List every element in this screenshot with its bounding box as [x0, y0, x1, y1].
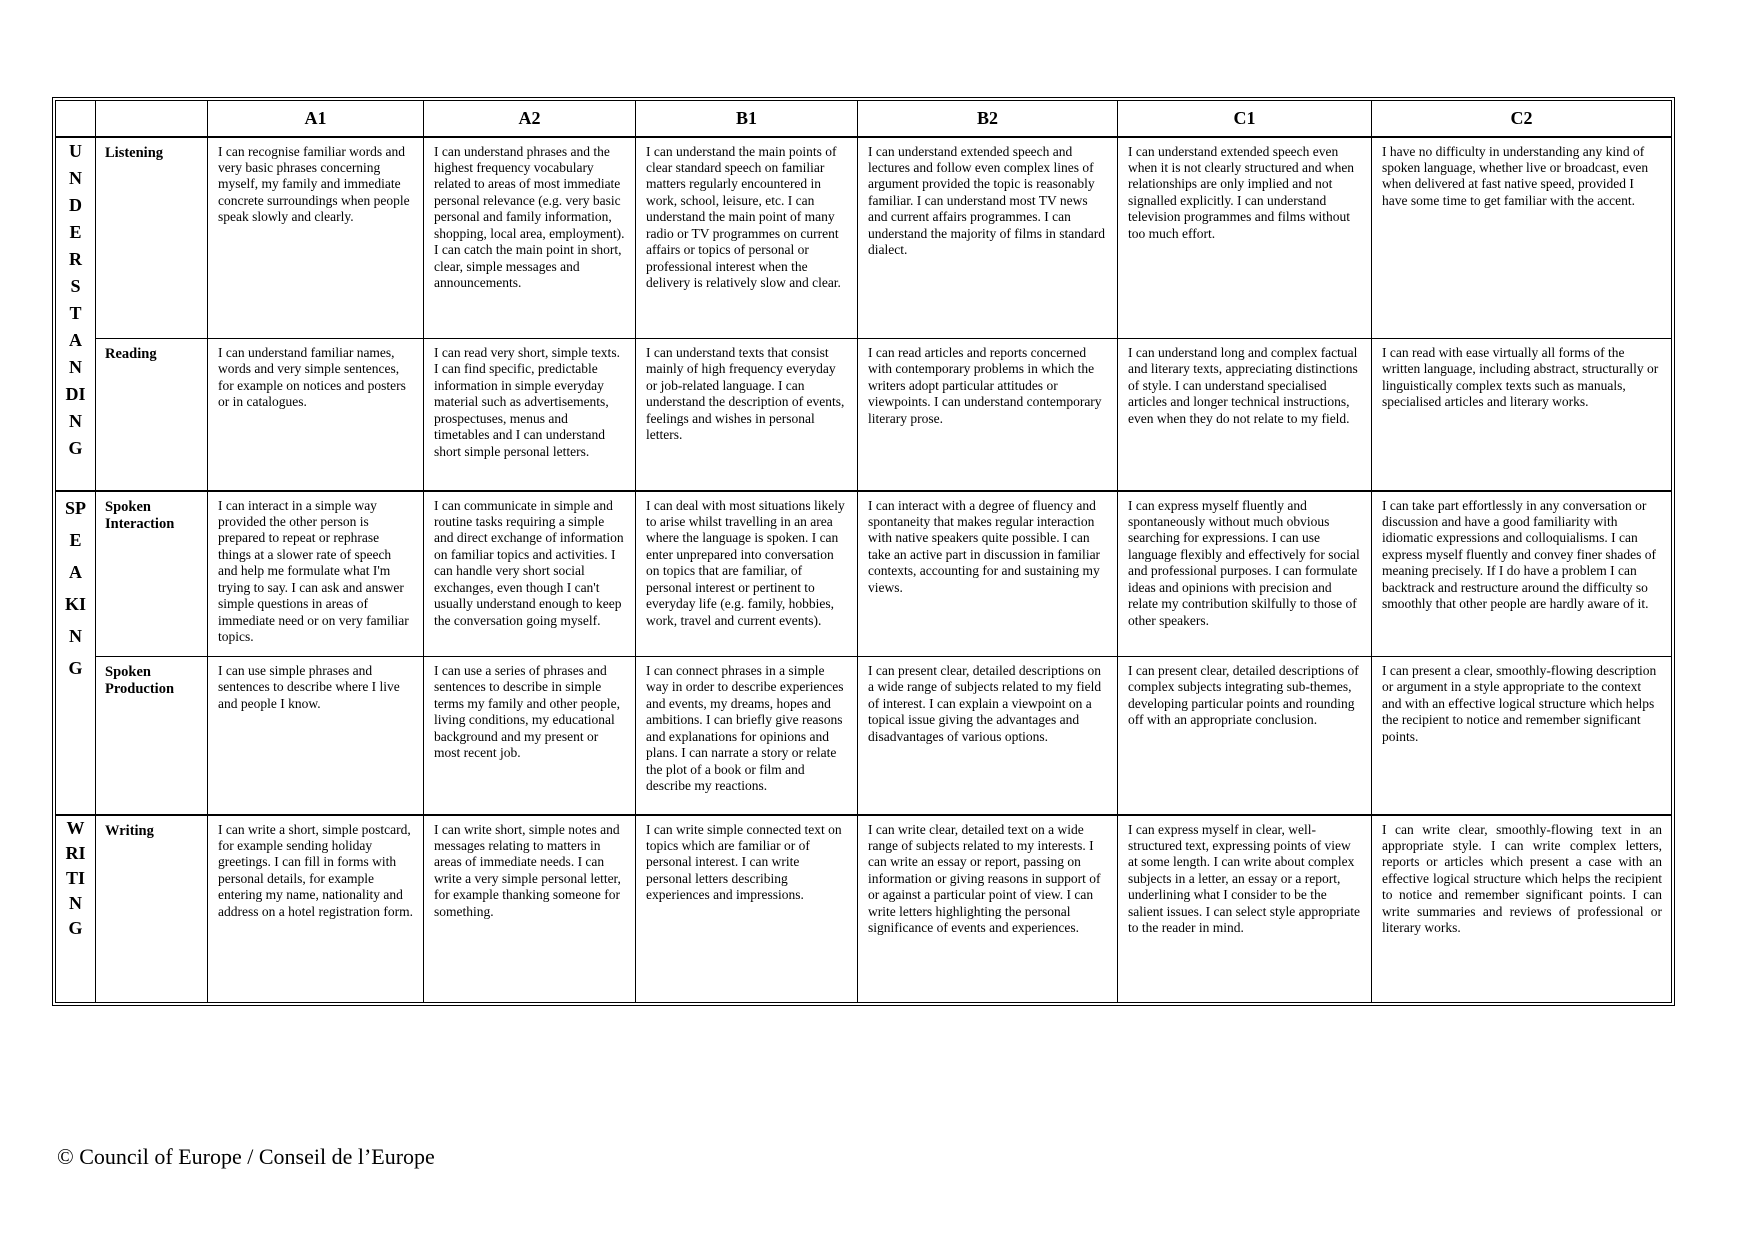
cell-spoken-production-a1: I can use simple phrases and sentences to describe where I live and people I know. — [208, 657, 424, 815]
cell-reading-a1: I can understand familiar names, words and very simple sentences, for example on notices and posters or in catalogues. — [208, 339, 424, 491]
cell-writing-b1: I can write simple connected text on topics which are familiar or of personal interest. I can write personal letters describing experiences and impressions. — [636, 815, 858, 1003]
cell-spoken-interaction-a1: I can interact in a simple way provided the other person is prepared to repeat or rephrase things at a slower rate of speech and help me formulate what I'm trying to say. I can ask and answer simple questions in areas of immediate need or on very familiar topics. — [208, 491, 424, 657]
cell-writing-c1: I can express myself in clear, well-structured text, expressing points of view at some length. I can write about complex subjects in a letter, an essay or a report, underlining what I consider to be the salient issues. I can select style appropriate to the reader in mind. — [1118, 815, 1372, 1003]
cefr-self-assessment-grid — [55, 100, 1672, 1003]
group-label-writing: WRITING — [56, 815, 96, 1003]
table-row — [56, 657, 1672, 815]
table-row — [56, 339, 1672, 491]
copyright-notice: © Council of Europe / Conseil de l’Europe — [57, 1144, 435, 1169]
cell-writing-b2: I can write clear, detailed text on a wide range of subjects related to my interests. I can write an essay or report, passing on information or giving reasons in support of or against a particular point of view. I can write letters highlighting the personal significance of events and experiences. — [858, 815, 1118, 1003]
cell-listening-a1: I can recognise familiar words and very basic phrases concerning myself, my family and immediate concrete surroundings when people speak slowly and clearly. — [208, 137, 424, 339]
cell-reading-c2: I can read with ease virtually all forms of the written language, including abstract, structurally or linguistically complex texts such as manuals, specialised articles and literary works. — [1372, 339, 1672, 491]
header-row — [56, 101, 1672, 137]
column-header-a2: A2 — [424, 101, 636, 137]
cell-listening-c2: I have no difficulty in understanding any kind of spoken language, whether live or broadcast, even when delivered at fast native speed, provided I have some time to get familiar with the accent. — [1372, 137, 1672, 339]
skill-label-reading: Reading — [96, 339, 208, 491]
group-label-understanding: UNDERSTANDING — [56, 137, 96, 491]
cell-spoken-production-c2: I can present a clear, smoothly-flowing description or argument in a style appropriate to the context and with an effective logical structure which helps the recipient to notice and remember significant points. — [1372, 657, 1672, 815]
table-row — [56, 815, 1672, 1003]
table-row — [56, 137, 1672, 339]
cell-listening-b2: I can understand extended speech and lectures and follow even complex lines of argument provided the topic is reasonably familiar. I can understand most TV news and current affairs programmes. I can understand the majority of films in standard dialect. — [858, 137, 1118, 339]
column-header-b2: B2 — [858, 101, 1118, 137]
cell-spoken-interaction-a2: I can communicate in simple and routine tasks requiring a simple and direct exchange of information on familiar topics and activities. I can handle very short social exchanges, even though I can't usually understand enough to keep the conversation going myself. — [424, 491, 636, 657]
cell-writing-c2: I can write clear, smoothly-flowing text in an appropriate style. I can write complex letters, reports or articles which present a case with an effective logical structure which helps the recipient to notice and remember significant points. I can write summaries and reviews of professional or literary works. — [1372, 815, 1672, 1003]
group-label-speaking: SPEAKING — [56, 491, 96, 815]
skill-label-writing: Writing — [96, 815, 208, 1003]
cell-spoken-production-a2: I can use a series of phrases and sentences to describe in simple terms my family and other people, living conditions, my educational background and my present or most recent job. — [424, 657, 636, 815]
skill-label-listening: Listening — [96, 137, 208, 339]
header-corner-group — [56, 101, 96, 137]
cell-listening-a2: I can understand phrases and the highest frequency vocabulary related to areas of most immediate personal relevance (e.g. very basic personal and family information, shopping, local area, employment). I can catch the main point in short, clear, simple messages and announcements. — [424, 137, 636, 339]
skill-label-spoken-interaction: Spoken Interaction — [96, 491, 208, 657]
cell-spoken-production-b1: I can connect phrases in a simple way in order to describe experiences and events, my dreams, hopes and ambitions. I can briefly give reasons and explanations for opinions and plans. I can narrate a story or relate the plot of a book or film and describe my reactions. — [636, 657, 858, 815]
header-corner-skill — [96, 101, 208, 137]
cell-writing-a2: I can write short, simple notes and messages relating to matters in areas of immediate needs. I can write a very simple personal letter, for example thanking someone for something. — [424, 815, 636, 1003]
cell-reading-c1: I can understand long and complex factual and literary texts, appreciating distinctions of style. I can understand specialised articles and longer technical instructions, even when they do not relate to my field. — [1118, 339, 1372, 491]
cell-spoken-production-b2: I can present clear, detailed descriptions on a wide range of subjects related to my field of interest. I can explain a viewpoint on a topical issue giving the advantages and disadvantages of various options. — [858, 657, 1118, 815]
column-header-c2: C2 — [1372, 101, 1672, 137]
table-row — [56, 491, 1672, 657]
cell-reading-b2: I can read articles and reports concerned with contemporary problems in which the writers adopt particular attitudes or viewpoints. I can understand contemporary literary prose. — [858, 339, 1118, 491]
cell-spoken-interaction-b1: I can deal with most situations likely to arise whilst travelling in an area where the language is spoken. I can enter unprepared into conversation on topics that are familiar, of personal interest or pertinent to everyday life (e.g. family, hobbies, work, travel and current events). — [636, 491, 858, 657]
cell-spoken-interaction-b2: I can interact with a degree of fluency and spontaneity that makes regular interaction with native speakers quite possible. I can take an active part in discussion in familiar contexts, accounting for and sustaining my views. — [858, 491, 1118, 657]
skill-label-spoken-production: Spoken Production — [96, 657, 208, 815]
cell-spoken-production-c1: I can present clear, detailed descriptions of complex subjects integrating sub-themes, developing particular points and rounding off with an appropriate conclusion. — [1118, 657, 1372, 815]
cell-listening-b1: I can understand the main points of clear standard speech on familiar matters regularly encountered in work, school, leisure, etc. I can understand the main point of many radio or TV programmes on current affairs or topics of personal or professional interest when the delivery is relatively slow and clear. — [636, 137, 858, 339]
column-header-c1: C1 — [1118, 101, 1372, 137]
cell-spoken-interaction-c2: I can take part effortlessly in any conversation or discussion and have a good familiarity with idiomatic expressions and colloquialisms. I can express myself fluently and convey finer shades of meaning precisely. If I do have a problem I can backtrack and restructure around the difficulty so smoothly that other people are hardly aware of it. — [1372, 491, 1672, 657]
column-header-b1: B1 — [636, 101, 858, 137]
cell-reading-a2: I can read very short, simple texts. I can find specific, predictable information in simple everyday material such as advertisements, prospectuses, menus and timetables and I can understand short simple personal letters. — [424, 339, 636, 491]
cell-writing-a1: I can write a short, simple postcard, for example sending holiday greetings. I can fill in forms with personal details, for example entering my name, nationality and address on a hotel registration form. — [208, 815, 424, 1003]
cell-reading-b1: I can understand texts that consist mainly of high frequency everyday or job-related language. I can understand the description of events, feelings and wishes in personal letters. — [636, 339, 858, 491]
column-header-a1: A1 — [208, 101, 424, 137]
cell-spoken-interaction-c1: I can express myself fluently and spontaneously without much obvious searching for expressions. I can use language flexibly and effectively for social and professional purposes. I can formulate ideas and opinions with precision and relate my contribution skilfully to those of other speakers. — [1118, 491, 1372, 657]
cefr-grid-border — [52, 97, 1675, 1006]
cell-listening-c1: I can understand extended speech even when it is not clearly structured and when relationships are only implied and not signalled explicitly. I can understand television programmes and films without too much effort. — [1118, 137, 1372, 339]
